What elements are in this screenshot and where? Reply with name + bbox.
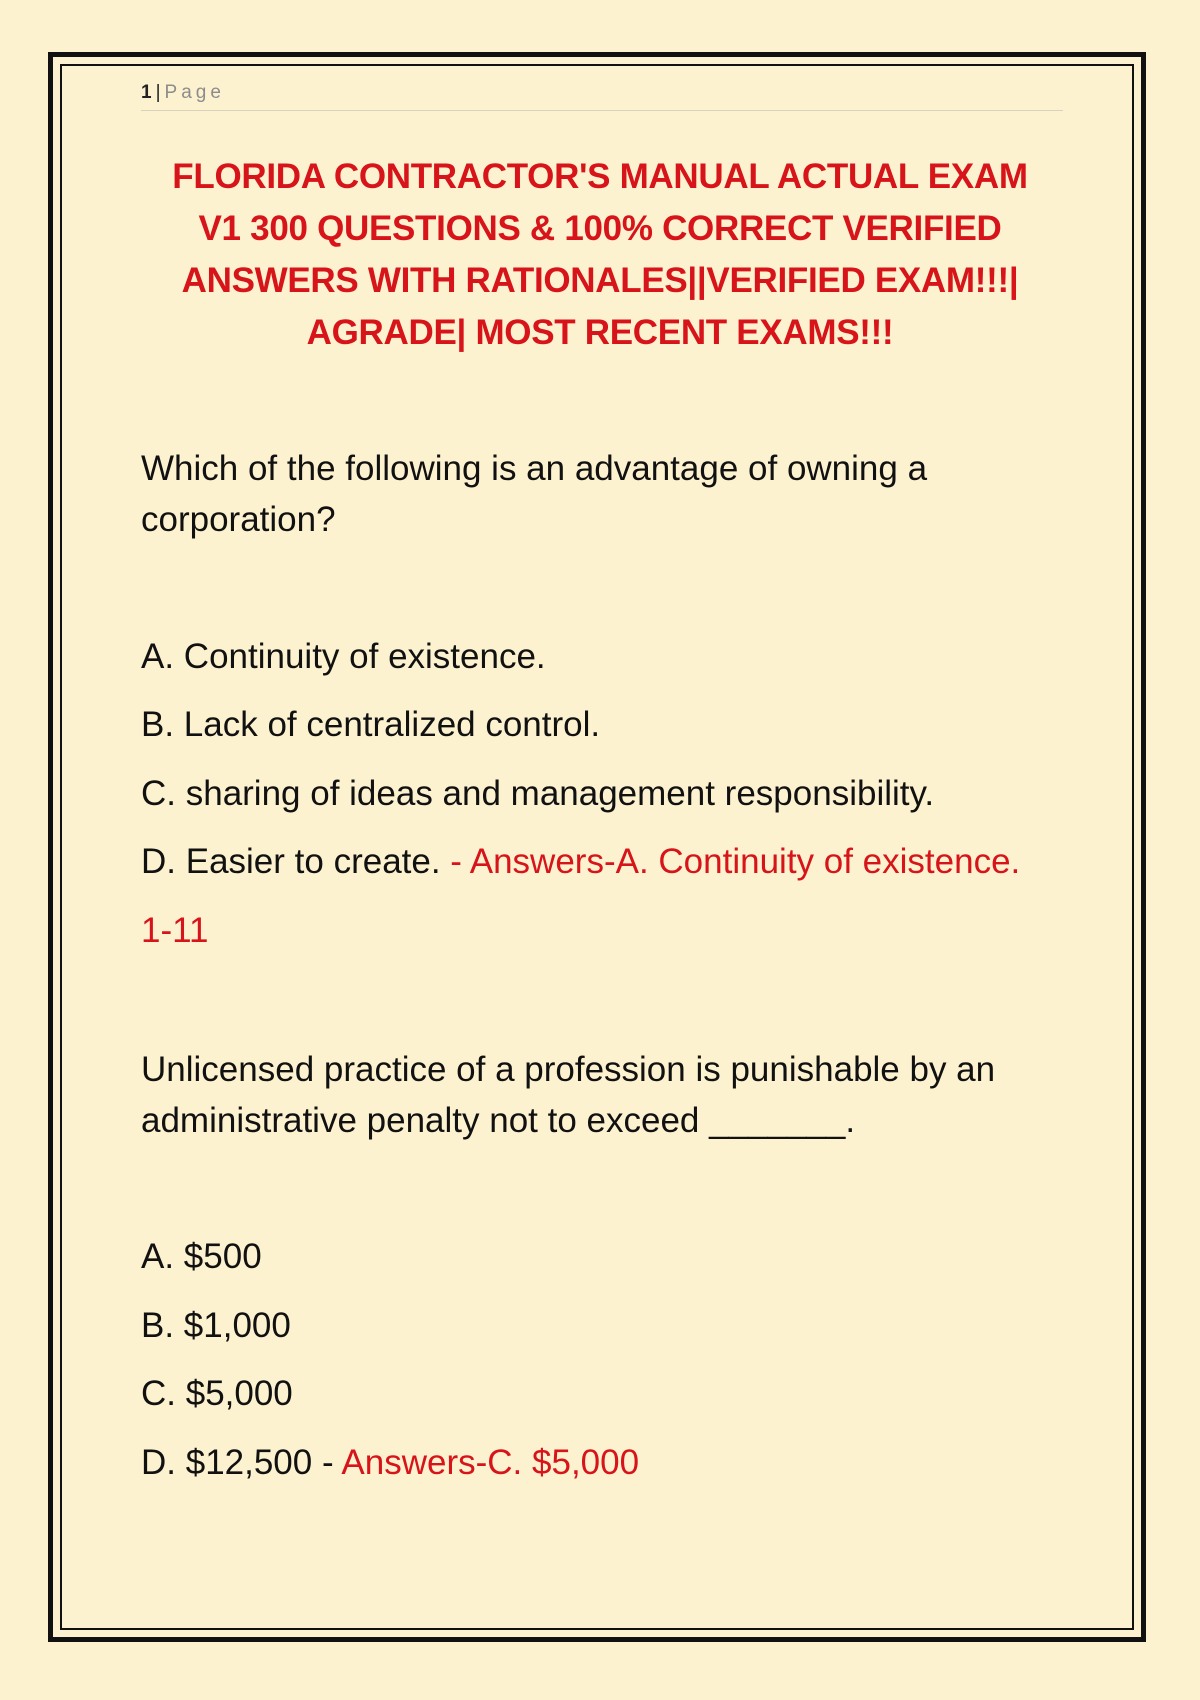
page-header-word: Page xyxy=(164,82,225,103)
question-line: Unlicensed practice of a profession is punishable by an xyxy=(141,1050,996,1089)
title-line: FLORIDA CONTRACTOR'S MANUAL ACTUAL EXAM xyxy=(172,157,1028,196)
option-d-text: D. $12,500 - xyxy=(141,1443,342,1482)
option-d-text: D. Easier to create. xyxy=(141,842,441,881)
title-line: AGRADE| MOST RECENT EXAMS!!! xyxy=(306,313,894,352)
question-1-option-b: B. Lack of centralized control. xyxy=(141,705,601,744)
document-title xyxy=(130,151,1070,359)
question-1-text xyxy=(141,443,1081,545)
question-2-option-d xyxy=(141,1443,639,1483)
question-1-answer-reference: 1-11 xyxy=(141,911,209,950)
question-line: administrative penalty not to exceed _______. xyxy=(141,1101,856,1140)
question-1-option-a: A. Continuity of existence. xyxy=(141,637,546,676)
question-1-option-c: C. sharing of ideas and management responsibility. xyxy=(141,774,935,813)
question-line: corporation? xyxy=(141,500,336,539)
page-number: 1 xyxy=(141,82,152,103)
question-2-option-b: B. $1,000 xyxy=(141,1306,291,1345)
question-2-answer: Answers-C. $5,000 xyxy=(341,1443,640,1482)
question-1-answer: - Answers-A. Continuity of existence. xyxy=(440,842,1021,881)
title-line: ANSWERS WITH RATIONALES||VERIFIED EXAM!!!| xyxy=(181,261,1019,300)
page-header xyxy=(141,80,1063,111)
question-line: Which of the following is an advantage of owning a xyxy=(141,449,928,488)
page-header-separator: | xyxy=(155,82,161,103)
question-2-option-a: A. $500 xyxy=(141,1237,262,1276)
question-2-option-c: C. $5,000 xyxy=(141,1374,293,1413)
title-line: V1 300 QUESTIONS & 100% CORRECT VERIFIED xyxy=(198,209,1002,248)
question-2-text xyxy=(141,1044,1081,1146)
question-1-option-d xyxy=(141,842,1020,882)
